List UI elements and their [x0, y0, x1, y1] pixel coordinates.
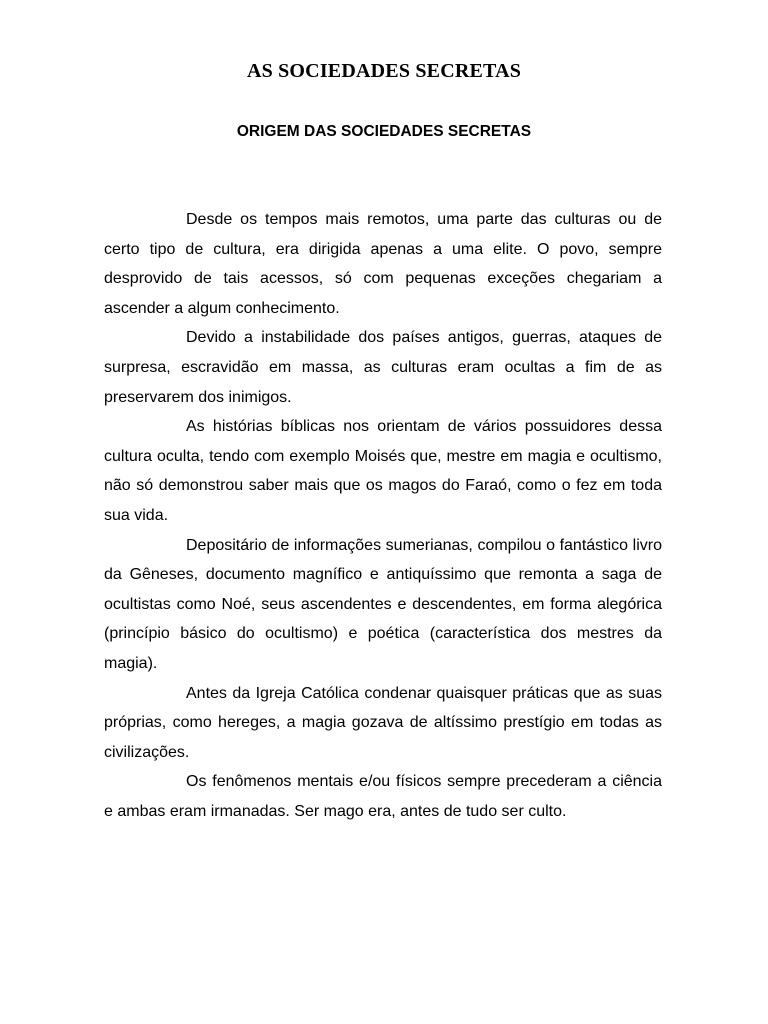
paragraph: Devido a instabilidade dos países antigos, guerras, ataques de surpresa, escravidão em massa, as culturas eram ocultas a fim de as preservarem dos inimigos. [104, 329, 662, 406]
body-text [104, 205, 662, 826]
paragraph: Desde os tempos mais remotos, uma parte das culturas ou de certo tipo de cultura, era dirigida apenas a uma elite. O povo, sempre desprovido de tais acessos, só com pequenas exceções chegariam a ascender a algum conhecimento. [104, 211, 662, 317]
paragraph: Os fenômenos mentais e/ou físicos sempre precederam a ciência e ambas eram irmanadas. Ser mago era, antes de tudo ser culto. [104, 773, 662, 820]
document-title: AS SOCIEDADES SECRETAS [246, 60, 522, 82]
paragraph: Depositário de informações sumerianas, compilou o fantástico livro da Gêneses, documento magnífico e antiquíssimo que remonta a saga de ocultistas como Noé, seus ascendentes e descendentes, em forma alegórica (princípio básico do ocultismo) e poética (característica dos mestres da magia). [104, 536, 662, 672]
paragraph: As histórias bíblicas nos orientam de vários possuidores dessa cultura oculta, tendo com exemplo Moisés que, mestre em magia e ocultismo, não só demonstrou saber mais que os magos do Faraó, como o fez em toda sua vida. [104, 418, 662, 524]
section-heading: ORIGEM DAS SOCIEDADES SECRETAS [236, 123, 532, 140]
paragraph: Antes da Igreja Católica condenar quaisquer práticas que as suas próprias, como hereges, a magia gozava de altíssimo prestígio em todas as civilizações. [104, 684, 662, 761]
